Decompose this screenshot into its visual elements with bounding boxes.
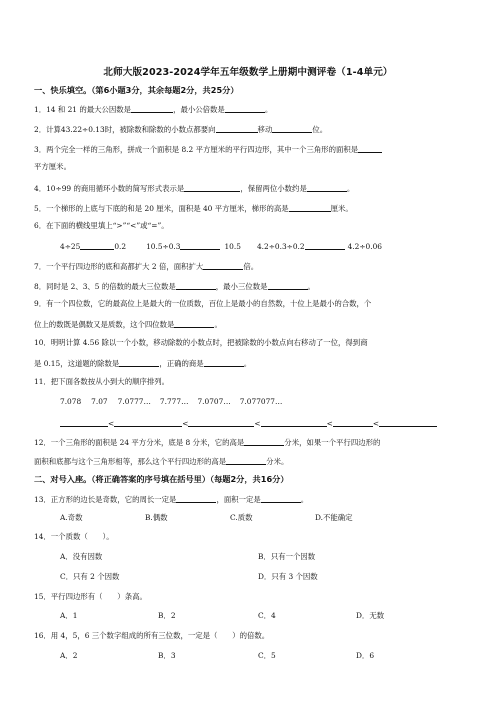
- question-14: 14．一个质数（ ）。: [34, 532, 114, 541]
- option-b[interactable]: B．3: [158, 651, 176, 660]
- answer-blank[interactable]: [184, 183, 240, 192]
- answer-blank[interactable]: [272, 124, 312, 133]
- option-a[interactable]: A．2: [60, 651, 78, 660]
- answer-blank[interactable]: [244, 437, 284, 446]
- option-a[interactable]: A．没有因数: [60, 552, 103, 561]
- compare-blank[interactable]: [305, 241, 345, 250]
- option-d[interactable]: D．只有 3 个因数: [258, 572, 318, 581]
- question-8: 8．同时是 2、3、5 的倍数的最大三位数是 ，最小三位数是 。: [34, 282, 315, 291]
- answer-blank[interactable]: [226, 456, 266, 465]
- answer-blank[interactable]: [268, 281, 308, 290]
- question-9: 9．有一个四位数，它的最高位上是最大的一位质数，百位上是最小的自然数，十位上是最小的合数，个: [34, 299, 372, 308]
- answer-blank[interactable]: [358, 144, 382, 153]
- question-11: 11．把下面各数按从小到大的顺序排列。: [34, 377, 170, 386]
- option-b[interactable]: B．2: [158, 611, 176, 620]
- question-13: 13．正方形的边长是奇数，它的周长一定是 ，面积一定是 。: [34, 495, 309, 504]
- order-blank[interactable]: [261, 418, 327, 427]
- answer-blank[interactable]: [176, 494, 216, 503]
- compare-blank[interactable]: [180, 241, 220, 250]
- option-d[interactable]: D.不能确定: [315, 513, 353, 522]
- option-c[interactable]: C．4: [258, 611, 276, 620]
- question-16: 16．用 4，5，6 三个数字组成的所有三位数，一定是（ ）的倍数。: [34, 631, 270, 640]
- question-7: 7．一个平行四边形的底和高都扩大 2 倍，面积扩大 倍。: [34, 262, 259, 271]
- section-heading-fill: 一、快乐填空。（第6小题3分，其余每题2分，共25分）: [34, 85, 239, 95]
- order-blank[interactable]: [188, 418, 254, 427]
- order-blank[interactable]: [333, 418, 373, 427]
- answer-blank[interactable]: [203, 261, 243, 270]
- option-b[interactable]: B.偶数: [145, 513, 168, 522]
- question-4: 4．10÷99 的商用循环小数的简写形式表示是 ，保留两位小数约是 。: [34, 184, 355, 193]
- compare-blank[interactable]: [80, 241, 114, 250]
- question-2: 2．计算43.22÷0.13时，被除数和除数的小数点都要向 移动 位。: [34, 125, 328, 134]
- question-6: 6．在下面的横线里填上“>”“<”或“=”。: [34, 221, 169, 230]
- question-10: 10．明明计算 4.56 除以一个小数，移动除数的小数点时，把被除数的小数点向右移动了一位，得到商: [34, 338, 368, 347]
- question-6-items: 4÷25 0.2 10.5÷0.3 10.5 4.2÷0.3÷0.2 4.2÷0.06: [60, 242, 383, 251]
- answer-blank[interactable]: [307, 183, 347, 192]
- order-blank[interactable]: [60, 418, 108, 427]
- option-c[interactable]: C．5: [258, 651, 276, 660]
- answer-blank[interactable]: [119, 358, 159, 367]
- option-a[interactable]: A.奇数: [60, 513, 83, 522]
- answer-blank[interactable]: [174, 319, 214, 328]
- answer-blank[interactable]: [204, 358, 244, 367]
- answer-blank[interactable]: [131, 104, 173, 113]
- question-9-continued: 位上的数既是偶数又是质数，这个四位数是 。: [34, 320, 222, 329]
- question-15: 15．平行四边形有（ ）条高。: [34, 592, 147, 601]
- section-heading-choice: 二、对号入座。（将正确答案的序号填在括号里）（每题2分，共16分）: [34, 474, 289, 484]
- question-1: 1．14 和 21 的最大公因数是 ，最小公倍数是 。: [34, 105, 273, 114]
- answer-blank[interactable]: [261, 494, 301, 503]
- question-3: 3．两个完全一样的三角形，拼成一个面积是 8.2 平方厘米的平行四边形，其中一个三角形的面积是: [34, 144, 382, 153]
- option-d[interactable]: D．无数: [356, 611, 385, 620]
- order-blank[interactable]: [114, 418, 182, 427]
- answer-blank[interactable]: [176, 281, 216, 290]
- option-c[interactable]: C.质数: [230, 513, 253, 522]
- option-d[interactable]: D．6: [356, 651, 375, 660]
- option-a[interactable]: A．1: [60, 611, 78, 620]
- question-11-order-blanks: < < < < <: [60, 418, 437, 427]
- page-title: 北师大版2023-2024学年五年级数学上册期中测评卷（1-4单元）: [103, 67, 393, 78]
- answer-blank[interactable]: [225, 104, 265, 113]
- option-c[interactable]: C．只有 2 个因数: [60, 572, 120, 581]
- question-11-numbers: 7.078 7.07 7.0777… 7.777… 7.0707… 7.077077…: [60, 397, 283, 406]
- order-blank[interactable]: [379, 418, 437, 427]
- question-5: 5．一个梯形的上底与下底的和是 20 厘米，面积是 40 平方厘米，梯形的高是 厘米。: [34, 204, 353, 213]
- question-12-continued: 面积和底都与这个三角形相等，那么这个平行四边形的高是 分米。: [34, 457, 289, 466]
- question-12: 12．一个三角形的面积是 24 平方分米，底是 8 分米，它的高是 分米，如果一个平行四边形的: [34, 438, 381, 447]
- option-b[interactable]: B．只有一个因数: [258, 552, 316, 561]
- answer-blank[interactable]: [216, 124, 258, 133]
- question-10-continued: 是 0.15，这道题的除数是 ，正确的商是 。: [34, 359, 252, 368]
- answer-blank[interactable]: [289, 203, 331, 212]
- question-3-continued: 平方厘米。: [34, 162, 71, 171]
